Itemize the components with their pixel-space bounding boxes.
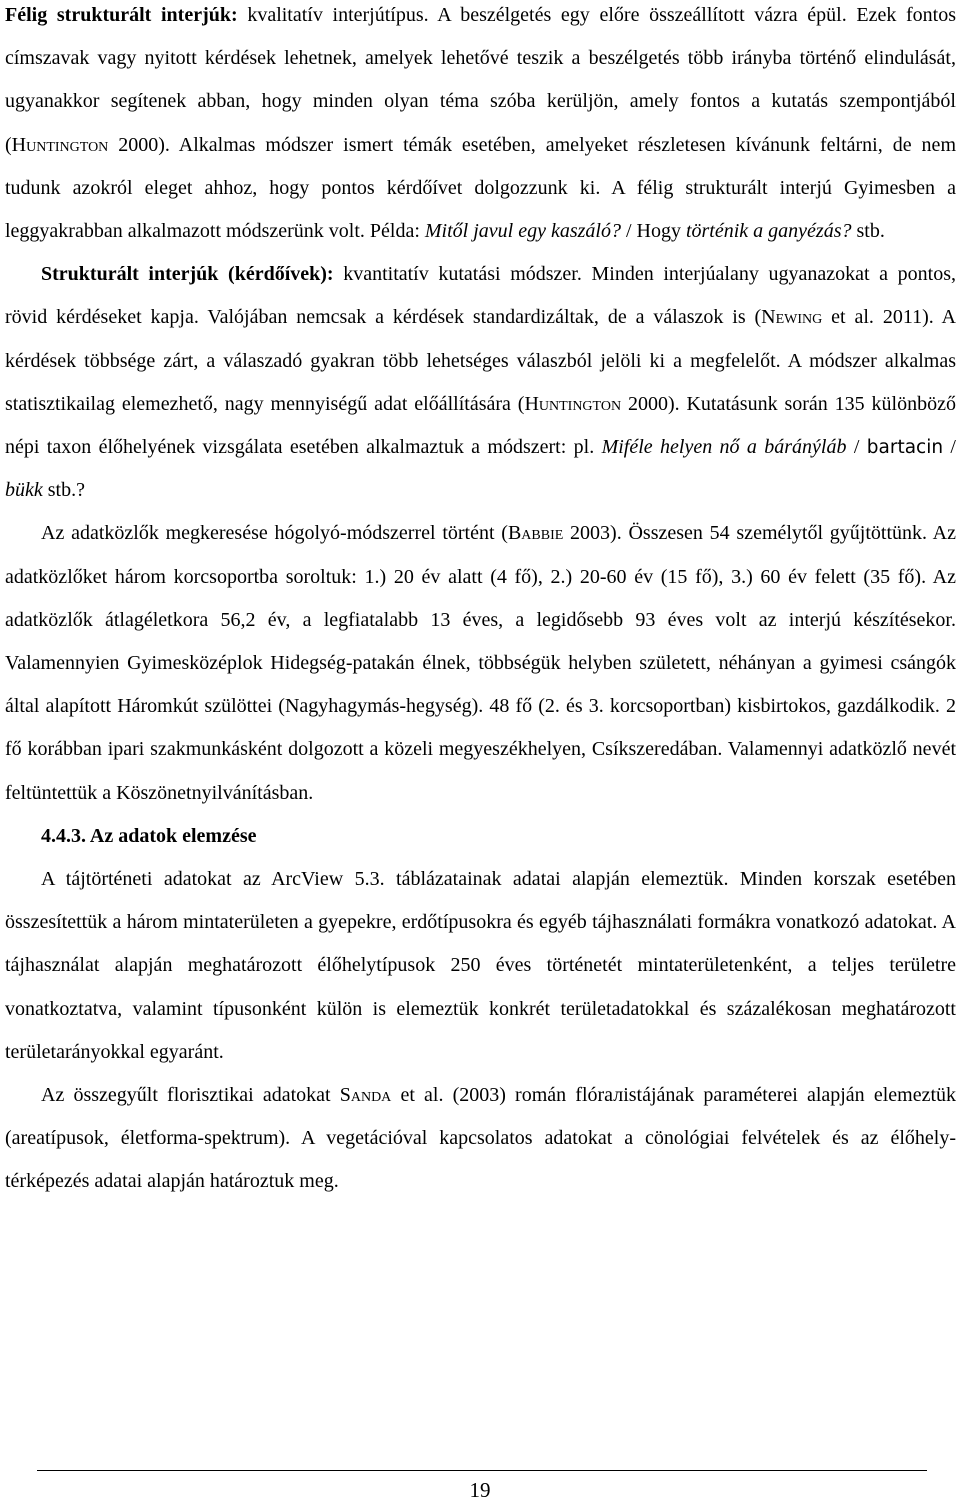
term-semi-structured: Félig strukturált interjúk: bbox=[5, 4, 238, 26]
example-question: történik a ganyézás? bbox=[685, 220, 852, 243]
document-page bbox=[5, 0, 956, 1204]
citation-author: Newing bbox=[761, 306, 823, 329]
citation-author: Sanda bbox=[339, 1084, 392, 1107]
text: Az adatközlők megkeresése hógolyó-módszerrel történt ( bbox=[41, 522, 508, 545]
page-number: 19 bbox=[469, 1478, 491, 1502]
text: kvantitatív kutatási módszer. Minden interjúalany ugyanazokat a pontos, rövid kérdéseket kapja. Valójában nemcsak a kérdések standardizáltak, de a válaszok is ( bbox=[5, 263, 956, 329]
text: stb. bbox=[851, 220, 885, 243]
text: et al. (2003) román flórалistájának paraméterei alapján elemeztük (areatípusok, életforma-spektrum). A vegetációval kapcsolatos adatokat a cönológiai felvételek és az élőhely-térképezés adatai alapján határoztuk meg. bbox=[5, 1084, 957, 1193]
text: stb.? bbox=[42, 479, 85, 502]
paragraph-structured-interviews bbox=[5, 253, 956, 512]
text: / Hogy bbox=[620, 220, 686, 243]
footer-rule bbox=[37, 1470, 927, 1471]
paragraph-landscape-data: A tájtörténeti adatokat az ArcView 5.3. táblázatainak adatai alapján elemeztük. Minden korszak esetében összesítettük a három mintaterületen a gyepekre, erdőtípusokra és egyéb tájhasználati formákra vonatkozó adatokat. A tájhasználat alapján meghatározott élőhelytípusok 250 éves történetét mintaterületenként, a teljes területre vonatkoztatva, valamint típusonként külön is elemeztük konkrét területadatokkal és százalékosan meghatározott területarányokkal egyaránt. bbox=[5, 868, 956, 1063]
text: 2000). Alkalmas módszer ismert témák esetében, amelyeket részletesen kívánunk feltárni, de nem tudunk azokról eleget ahhoz, hogy pontos kérdőívet dolgozzunk ki. A félig strukturált interjú Gyimesben a leggyakrabban alkalmazott módszerünk volt. Példa: bbox=[5, 133, 956, 243]
citation-author: Babbie bbox=[507, 522, 564, 545]
text: Az összegyűlt florisztikai adatokat bbox=[41, 1084, 340, 1107]
example-taxon: bartacin bbox=[866, 437, 944, 459]
text: / bbox=[846, 436, 867, 459]
example-question: Mitől javul egy kaszáló? bbox=[424, 220, 621, 243]
text: kvalitatív interjútípus. A beszélgetés egy előre összeállított vázra épül. Ezek fontos címszavak vagy nyitott kérdések lehetnek, amelyek lehetővé teszik a beszélgetés több irányba történő elindulását, ugyanakkor segítenek abban, hogy minden olyan téma szóba kerüljön, amely fontos a kutatás szempontjából ( bbox=[5, 4, 957, 156]
citation-author: Huntington bbox=[524, 392, 622, 415]
paragraph-informants bbox=[5, 512, 956, 814]
paragraph-semi-structured-interviews bbox=[5, 0, 956, 253]
citation-author: Huntington bbox=[11, 133, 109, 156]
term-structured: Strukturált interjúk (kérdőívek): bbox=[41, 263, 334, 286]
example-taxon: bükk bbox=[5, 479, 43, 502]
paragraph-floristic-data bbox=[5, 1074, 956, 1204]
text: 2003). Összesen 54 személytől gyűjtöttünk. Az adatközlőket három korcsoportba soroltuk: 1.) 20 év alatt (4 fő), 2.) 20-60 év (15 fő), 3.) 60 év felett (35 fő). Az adatközlők átlagéletkora 56,2 év, a legfiatalabb 13 éves, a legidősebb 93 éves volt az interjú készítésekor. Valamennyien Gyimesközéplok Hidegség-patakán élnek, többségük helyben született, néhányan a gyimesi csángók által alapított Háromkút szülöttei (Nagyhagymás-hegység). 48 fő (2. és 3. korcsoportban) kisbirtokos, gazdálkodik. 2 fő korábban ipari szakmunkásként dolgozott a közeli megyeszékhelyen, Csíkszeredában. Valamennyi adatközlő nevét feltüntettük a Köszönetnyilvánításban. bbox=[5, 522, 956, 804]
text: / bbox=[943, 436, 956, 459]
text: et al. 2011). A kérdések többsége zárt, a válaszadó gyakran több lehetséges válaszból jelöli ki a megfelelőt. A módszer alkalmas statisztikailag elemezhető, nagy mennyiségű adat előállítására ( bbox=[5, 306, 956, 415]
example-question: Miféle helyen nő a báránýláb bbox=[601, 436, 847, 459]
text: 2000). Kutatásunk során 135 különböző népi taxon élőhelyének vizsgálata esetében alkalmaztuk a módszert: pl. bbox=[5, 392, 956, 459]
section-heading: 4.4.3. Az adatok elemzése bbox=[41, 824, 257, 847]
